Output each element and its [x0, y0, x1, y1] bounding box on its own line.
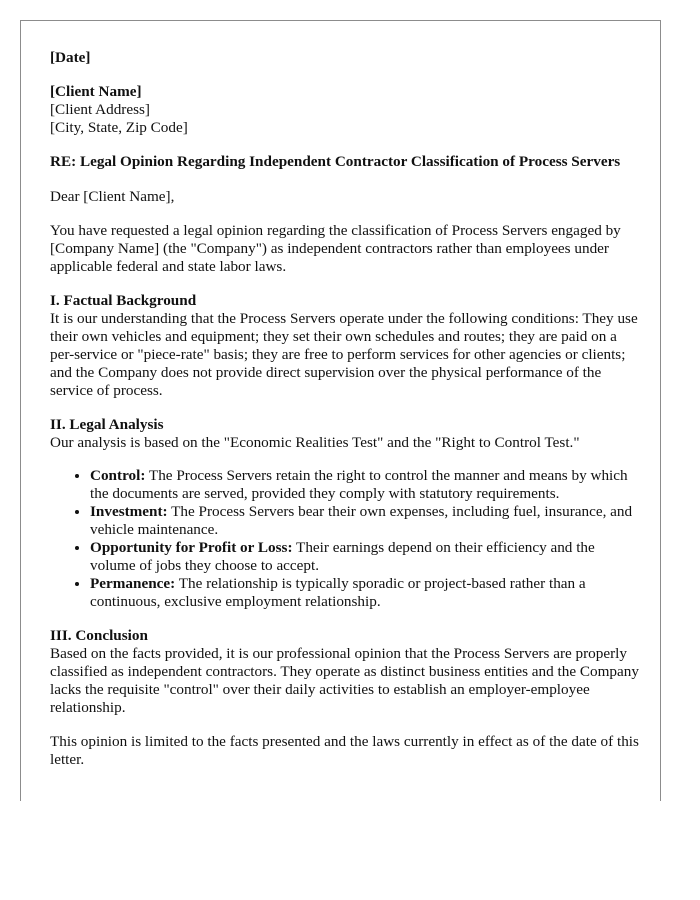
list-item — [90, 539, 640, 575]
section-body: Our analysis is based on the "Economic Realities Test" and the "Right to Control Test." — [50, 434, 580, 451]
section-body: It is our understanding that the Process Servers operate under the following conditions: They use their own vehicles and equipment; they set their own schedules and routes; they are paid on a per-service or "piece-rate" basis; they are free to perform services for other agencies or clients; and the Company does not provide direct supervision over the physical performance of the service of process. — [50, 310, 638, 399]
client-city-state-zip: [City, State, Zip Code] — [50, 119, 188, 136]
section-body: Based on the facts provided, it is our professional opinion that the Process Servers are properly classified as independent contractors. They operate as distinct business entities and the Company lacks the requisite "control" over their daily activities to establish an employer-employee relationship. — [50, 645, 639, 716]
factor-text: Their earnings depend on their efficiency and the volume of jobs they choose to accept. — [90, 539, 595, 574]
letter-page — [20, 20, 661, 801]
section-title: I. Factual Background — [50, 292, 197, 309]
salutation: Dear [Client Name], — [50, 188, 175, 205]
factor-term: Opportunity for Profit or Loss: — [90, 539, 293, 556]
section-factual-background — [50, 292, 640, 400]
list-item — [90, 575, 640, 611]
closing-paragraph: This opinion is limited to the facts presented and the laws currently in effect as of the date of this letter. — [50, 733, 639, 768]
client-address: [Client Address] — [50, 101, 150, 118]
letter-date: [Date] — [50, 49, 91, 66]
section-conclusion — [50, 627, 640, 717]
letter-content — [50, 49, 640, 769]
factor-term: Investment: — [90, 503, 168, 520]
section-title: III. Conclusion — [50, 627, 148, 644]
intro-paragraph: You have requested a legal opinion regarding the classification of Process Servers engaged by [Company Name] (the "Company") as independent contractors rather than employees under applicable federal and state labor laws. — [50, 222, 621, 275]
list-item — [90, 503, 640, 539]
factor-text: The relationship is typically sporadic or project-based rather than a continuous, exclusive employment relationship. — [90, 575, 586, 610]
factor-text: The Process Servers bear their own expenses, including fuel, insurance, and vehicle maintenance. — [90, 503, 633, 538]
factor-text: The Process Servers retain the right to control the manner and means by which the documents are served, provided they comply with statutory requirements. — [90, 467, 628, 502]
factor-term: Control: — [90, 467, 146, 484]
section-legal-analysis — [50, 416, 640, 611]
analysis-factor-list — [50, 467, 640, 611]
list-item — [90, 467, 640, 503]
section-title: II. Legal Analysis — [50, 416, 164, 433]
factor-term: Permanence: — [90, 575, 176, 592]
subject-line: RE: Legal Opinion Regarding Independent Contractor Classification of Process Servers — [50, 153, 621, 170]
client-address-block — [50, 83, 640, 137]
client-name: [Client Name] — [50, 83, 142, 100]
